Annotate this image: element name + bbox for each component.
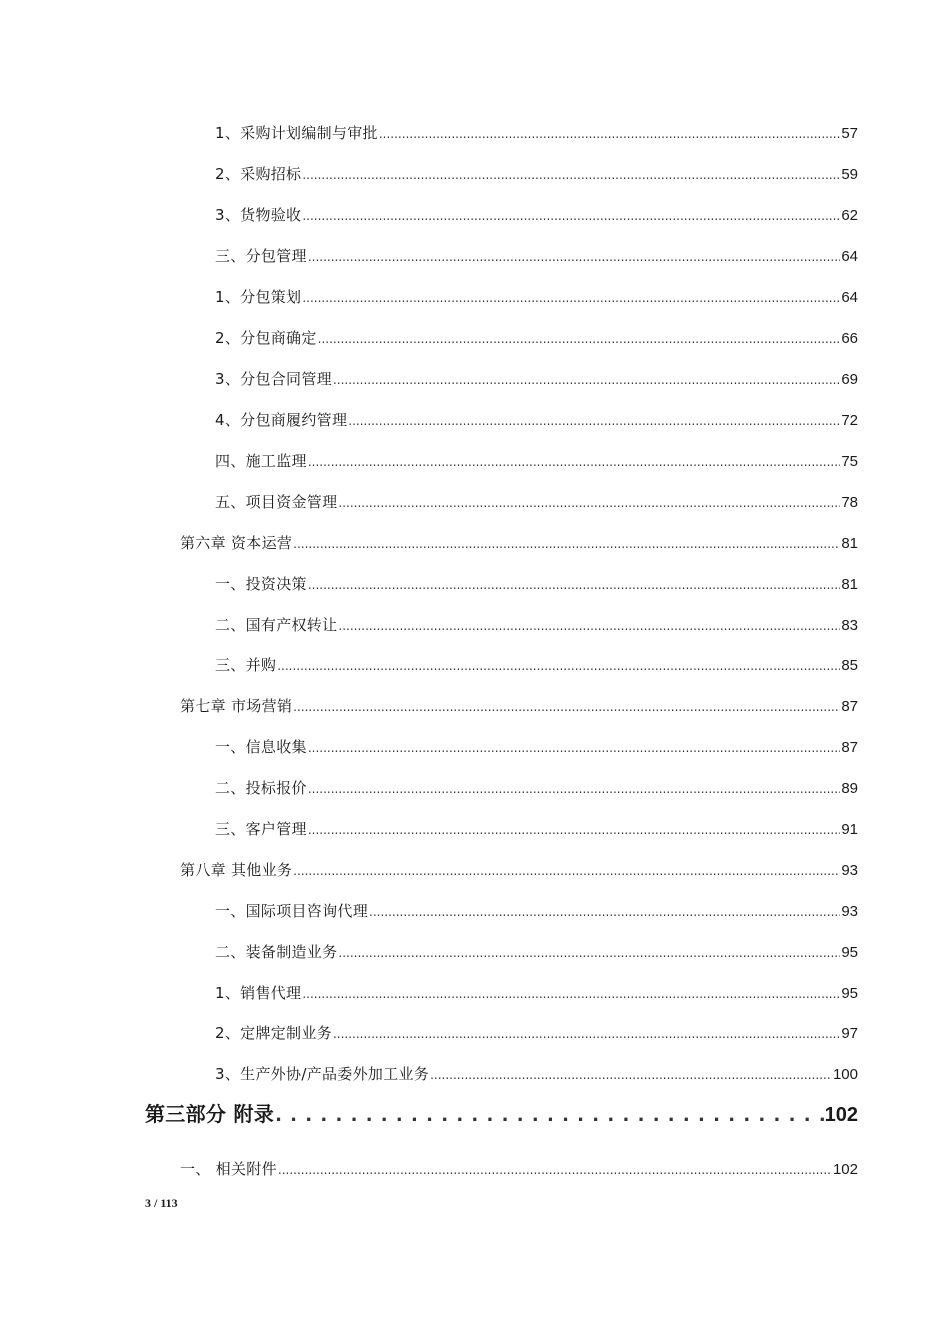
toc-entry-page: 78 <box>841 494 858 511</box>
toc-leader-dots <box>302 164 840 185</box>
toc-entry-page: 66 <box>841 330 858 347</box>
toc-entry-page: 81 <box>841 535 858 552</box>
toc-entry[interactable] <box>215 983 858 1004</box>
toc-leader-dots <box>308 737 841 758</box>
toc-entry-label: 1、采购计划编制与审批 <box>215 124 378 142</box>
toc-entry-page: 59 <box>841 166 858 183</box>
toc-entry[interactable] <box>215 1023 858 1044</box>
toc-entry[interactable] <box>215 942 858 963</box>
toc-entry[interactable] <box>215 655 858 676</box>
toc-entry[interactable] <box>215 492 858 513</box>
toc-entry[interactable] <box>215 287 858 308</box>
toc-entry-label: 3、分包合同管理 <box>215 370 332 388</box>
toc-entry[interactable] <box>215 451 858 472</box>
toc-leader-dots <box>302 287 840 308</box>
toc-chapter-entry[interactable] <box>180 533 858 554</box>
toc-leader-dots <box>369 901 840 922</box>
toc-entry-label: 3、生产外协/产品委外加工业务 <box>215 1065 430 1083</box>
toc-entry-page: 87 <box>841 698 858 715</box>
toc-entry-page: 57 <box>841 125 858 142</box>
toc-entry-page: 81 <box>841 576 858 593</box>
toc-entry-label: 1、销售代理 <box>215 984 302 1002</box>
toc-entry-label: 一、投资决策 <box>215 575 307 593</box>
toc-entry-label: 一、信息收集 <box>215 738 307 756</box>
toc-part-entry[interactable] <box>145 1101 858 1129</box>
toc-entry-page: 102 <box>832 1161 858 1178</box>
toc-entry[interactable] <box>215 1064 858 1085</box>
toc-entry[interactable] <box>215 901 858 922</box>
toc-leader-dots <box>338 492 840 513</box>
toc-leader-dots <box>293 533 840 554</box>
toc-entry-label: 3、货物验收 <box>215 206 302 224</box>
toc-leader-dots <box>308 451 841 472</box>
toc-leader-dots <box>338 615 840 636</box>
toc-entry-label: 1、分包策划 <box>215 288 302 306</box>
toc-leader-dots <box>308 574 841 595</box>
toc-entry[interactable] <box>215 369 858 390</box>
toc-leader-dots <box>430 1064 832 1085</box>
toc-leader-dots <box>338 942 840 963</box>
toc-leader-dots <box>348 410 840 431</box>
toc-entry-page: 100 <box>832 1066 858 1083</box>
toc-entry-page: 64 <box>841 289 858 306</box>
page-number-indicator: 3 / 113 <box>145 1196 178 1210</box>
toc-entry-page: 85 <box>841 657 858 674</box>
toc-leader-dots <box>278 1159 832 1180</box>
toc-leader-dots <box>277 655 840 676</box>
toc-entry-label: 4、分包商履约管理 <box>215 411 348 429</box>
toc-chapter-entry[interactable] <box>180 860 858 881</box>
toc-entry-page: 89 <box>841 780 858 797</box>
toc-leader-dots <box>275 1101 824 1129</box>
toc-entry-label: 第七章 市场营销 <box>180 697 293 715</box>
toc-leader-dots <box>333 1023 840 1044</box>
toc-entry-label: 2、采购招标 <box>215 165 302 183</box>
toc-leader-dots <box>333 369 840 390</box>
toc-entry-page: 75 <box>841 453 858 470</box>
toc-chapter-entry[interactable] <box>180 696 858 717</box>
toc-entry-page: 93 <box>841 903 858 920</box>
toc-entry-page: 97 <box>841 1025 858 1042</box>
toc-entry-page: 87 <box>841 739 858 756</box>
toc-entry-label: 第三部分 附录 <box>145 1102 275 1126</box>
toc-entry[interactable] <box>215 574 858 595</box>
toc-entry-label: 五、项目资金管理 <box>215 493 338 511</box>
toc-entry-label: 四、施工监理 <box>215 452 307 470</box>
toc-entry-page: 69 <box>841 371 858 388</box>
toc-entry[interactable] <box>215 164 858 185</box>
toc-entry-page: 62 <box>841 207 858 224</box>
toc-entry[interactable] <box>215 328 858 349</box>
toc-entry[interactable] <box>215 246 858 267</box>
toc-entry-label: 第八章 其他业务 <box>180 861 293 879</box>
toc-entry[interactable] <box>180 1159 858 1180</box>
toc-entry-page: 83 <box>841 617 858 634</box>
toc-entry[interactable] <box>215 819 858 840</box>
toc-leader-dots <box>293 696 840 717</box>
toc-entry[interactable] <box>215 410 858 431</box>
toc-entry-label: 2、分包商确定 <box>215 329 317 347</box>
toc-leader-dots <box>308 246 841 267</box>
toc-entry-page: 93 <box>841 862 858 879</box>
toc-entry-page: 64 <box>841 248 858 265</box>
toc-leader-dots <box>293 860 840 881</box>
toc-entry-label: 一、国际项目咨询代理 <box>215 902 369 920</box>
toc-entry-label: 三、客户管理 <box>215 820 307 838</box>
toc-entry[interactable] <box>215 123 858 144</box>
toc-entry-label: 二、装备制造业务 <box>215 943 338 961</box>
toc-entry-page: 72 <box>841 412 858 429</box>
toc-leader-dots <box>302 205 840 226</box>
toc-entry-label: 三、并购 <box>215 656 277 674</box>
toc-leader-dots <box>318 328 841 349</box>
toc-entry-page: 102 <box>824 1104 858 1126</box>
toc-entry-label: 二、国有产权转让 <box>215 616 338 634</box>
toc-entry-label: 三、分包管理 <box>215 247 307 265</box>
toc-entry[interactable] <box>215 778 858 799</box>
toc-leader-dots <box>308 819 841 840</box>
toc-entry[interactable] <box>215 737 858 758</box>
toc-leader-dots <box>302 983 840 1004</box>
toc-leader-dots <box>308 778 841 799</box>
toc-entry-label: 2、定牌定制业务 <box>215 1024 332 1042</box>
toc-entry[interactable] <box>215 615 858 636</box>
toc-entry-page: 95 <box>841 985 858 1002</box>
toc-entry-label: 二、投标报价 <box>215 779 307 797</box>
toc-leader-dots <box>379 123 840 144</box>
toc-entry-page: 95 <box>841 944 858 961</box>
toc-entry-label: 第六章 资本运营 <box>180 534 293 552</box>
toc-entry-label: 一、 相关附件 <box>180 1160 277 1178</box>
toc-entry[interactable] <box>215 205 858 226</box>
toc-entry-page: 91 <box>841 821 858 838</box>
